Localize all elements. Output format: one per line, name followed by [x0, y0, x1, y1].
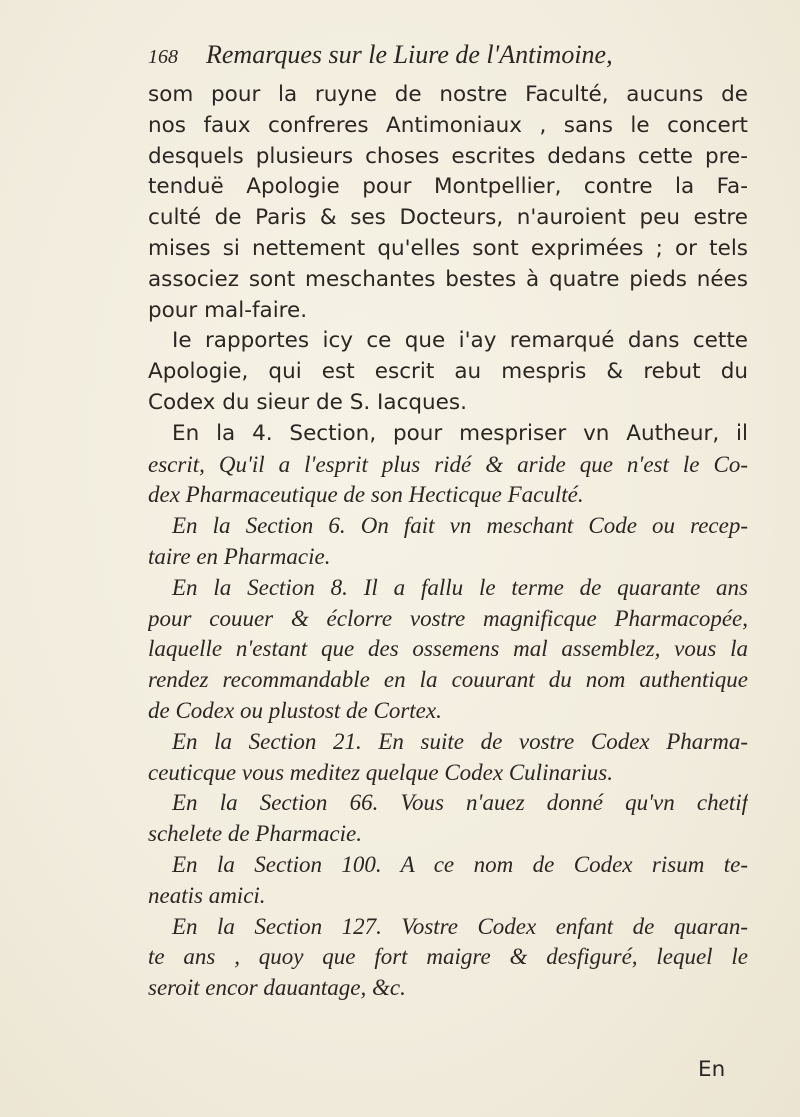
text-line: En la Section 100. A ce nom de Codex risum te-: [172, 851, 748, 877]
text-line: Ie rapportes icy ce que i'ay remarqué dans cette: [172, 328, 748, 354]
text-line: de Codex ou plustost de Cortex.: [148, 697, 442, 723]
text-line: escrit, Qu'il a l'esprit plus ridé & aride que n'est le Co-: [148, 451, 748, 477]
text-line: pour mal-faire.: [148, 297, 308, 323]
text-line: En la Section 6. On fait vn meschant Code ou recep-: [172, 513, 748, 539]
text-line: taire en Pharmacie.: [148, 543, 331, 569]
text-line: tenduë Apologie pour Montpellier, contre la Fa-: [148, 174, 748, 200]
text-line: rendez recommandable en la couurant du nom authentique: [148, 667, 748, 693]
text-line: ceuticque vous meditez quelque Codex Culinarius.: [148, 759, 614, 785]
text-line: Codex du sieur de S. Iacques.: [148, 389, 467, 415]
text-line: laquelle n'estant que des ossemens mal assemblez, vous la: [148, 636, 748, 662]
text-line: te ans , quoy que fort maigre & desfiguré, lequel le: [148, 944, 748, 970]
text-line: som pour la ruyne de nostre Faculté, aucuns de: [148, 82, 748, 107]
text-line: pour couuer & éclorre vostre magnificque Pharmacopée,: [148, 605, 748, 631]
text-line: schelete de Pharmacie.: [148, 821, 362, 847]
text-line: En la Section 127. Vostre Codex enfant de quaran-: [172, 913, 748, 939]
body-text: [148, 80, 748, 1004]
text-line: associez sont meschantes bestes à quatre pieds nées: [148, 266, 748, 292]
text-line: En la Section 66. Vous n'auez donné qu'vn chetif: [172, 790, 748, 816]
text-line: desquels plusieurs choses escrites dedans cette pre-: [148, 143, 748, 169]
text-line: seroit encor dauantage, &c.: [148, 975, 406, 1001]
text-line: dex Pharmaceutique de son Hecticque Faculté.: [148, 482, 584, 508]
running-header: [148, 40, 728, 70]
text-line: neatis amici.: [148, 882, 266, 908]
text-line: En la Section 8. Il a fallu le terme de quarante ans: [172, 574, 748, 600]
text-line: Apologie, qui est escrit au mespris & rebut du: [148, 359, 748, 385]
page-number: 168: [148, 46, 178, 68]
text-line: culté de Paris & ses Docteurs, n'auroient peu estre: [148, 205, 748, 231]
text-line: En la Section 21. En suite de vostre Codex Pharma-: [172, 728, 748, 754]
text-line: En la 4. Section, pour mespriser vn Autheur, il: [172, 420, 748, 446]
text-line: mises si nettement qu'elles sont exprimées ; or tels: [148, 235, 748, 261]
catchword: En: [698, 1057, 726, 1082]
text-line: nos faux confreres Antimoniaux , sans le concert: [148, 112, 748, 138]
running-title: Remarques sur le Liure de l'Antimoine,: [206, 40, 613, 69]
